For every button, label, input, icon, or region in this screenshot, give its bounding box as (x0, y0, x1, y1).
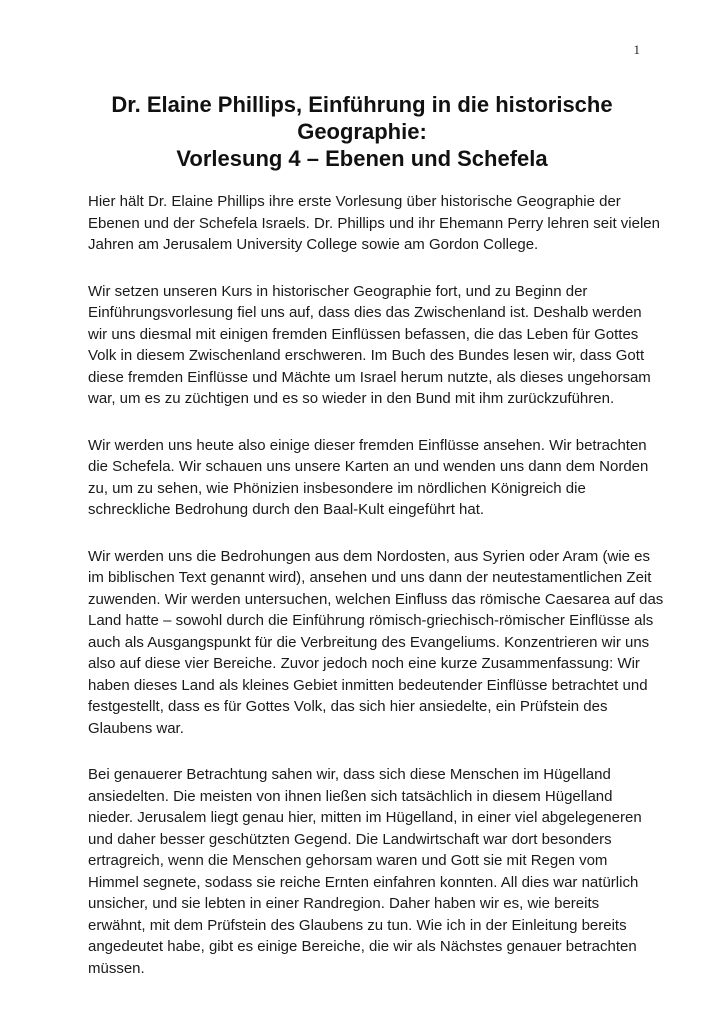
paragraph-course-context (88, 281, 651, 410)
text-line: nieder. Jerusalem liegt genau hier, mitten im Hügelland, in einer viel abgelegeneren (88, 809, 642, 826)
text-line: Wir werden uns die Bedrohungen aus dem Nordosten, aus Syrien oder Aram (wie es (88, 547, 650, 565)
text-line: also auf diese vier Bereiche. Zuvor jedoch noch eine kurze Zusammenfassung: Wir (88, 655, 640, 672)
paragraph-threats (88, 546, 664, 740)
text-line: und daher besser geschützten Gegend. Die Landwirtschaft war dort besonders (88, 830, 612, 848)
page-number: 1 (633, 42, 640, 57)
text-line: haben dieses Land als kleines Gebiet inmitten bedeutender Einflüsse betrachtet und (88, 676, 648, 694)
text-line: die Schefela. Wir schauen uns unsere Karten an und wenden uns dann dem Norden (88, 458, 649, 475)
text-line: Bei genauerer Betrachtung sahen wir, dass sich diese Menschen im Hügelland (88, 766, 611, 783)
text-line: zuwenden. Wir werden untersuchen, welchen Einfluss das römische Caesarea auf das (88, 590, 664, 608)
text-line: unsicher, und sie lebten in einer Randregion. Daher haben wir es, wie bereits (88, 895, 600, 912)
text-line: Wir werden uns heute also einige dieser fremden Einflüsse ansehen. Wir betrachten (88, 436, 647, 454)
text-line: müssen. (88, 959, 145, 977)
title-line: Geographie: (297, 119, 427, 144)
text-line: Ebenen und der Schefela Israels. Dr. Phillips und ihr Ehemann Perry lehren seit vielen (88, 214, 660, 232)
text-line: Jahren am Jerusalem University College sowie am Gordon College. (88, 236, 539, 253)
text-line: Hier hält Dr. Elaine Phillips ihre erste Vorlesung über historische Geographie der (88, 193, 621, 210)
text-line: im biblischen Text genannt wird), ansehen und uns dann der neutestamentlichen Zeit (88, 569, 652, 586)
text-line: Volk in diesem Zwischenland erschweren. Im Buch des Bundes lesen wir, dass Gott (88, 347, 645, 364)
paragraph-intro (88, 191, 660, 256)
text-line: Land hatte – sowohl durch die Einführung römisch-griechisch-römischer Einflüsse als (88, 612, 654, 629)
text-line: diese fremden Einflüsse und Mächte um Israel herum nutzte, als dieses ungehorsam (88, 368, 651, 386)
title-line: Vorlesung 4 – Ebenen und Schefela (176, 146, 548, 171)
document-title (60, 91, 664, 172)
text-line: wir uns diesmal mit einigen fremden Einflüssen befassen, die das Leben für Gottes (88, 325, 639, 343)
text-line: Einführungsvorlesung fiel uns auf, dass dies das Zwischenland ist. Deshalb werden (88, 304, 642, 321)
text-line: zu, um zu sehen, wie Phönizien insbesondere im nördlichen Königreich die (88, 479, 586, 497)
text-line: ansiedelten. Die meisten von ihnen ließen sich tatsächlich in diesem Hügelland (88, 787, 613, 805)
text-line: ertragreich, wenn die Menschen gehorsam waren und Gott sie mit Regen vom (88, 852, 608, 869)
title-line: Dr. Elaine Phillips, Einführung in die historische (111, 92, 613, 117)
text-line: Wir setzen unseren Kurs in historischer Geographie fort, und zu Beginn der (88, 282, 588, 300)
text-line: festgestellt, dass es für Gottes Volk, das sich hier ansiedelte, ein Prüfstein des (88, 698, 608, 715)
paragraph-schefela (88, 435, 648, 521)
text-line: Glaubens war. (88, 719, 184, 737)
text-line: war, um es zu züchtigen und es so wieder in den Bund mit ihm zurückzuführen. (88, 390, 615, 407)
text-line: erwähnt, mit dem Prüfstein des Glaubens zu tun. Wie ich in der Einleitung bereits (88, 916, 627, 934)
text-line: auch als Ausgangspunkt für die Verbreitung des Evangeliums. Konzentrieren wir uns (88, 633, 650, 651)
text-line: Himmel segnete, sodass sie reiche Ernten einfahren konnten. All dies war natürlich (88, 873, 639, 891)
text-line: schreckliche Bedrohung durch den Baal-Kult eingeführt hat. (88, 501, 485, 518)
paragraph-hill-country (88, 764, 648, 979)
document-body (88, 191, 664, 1004)
text-line: angedeutet habe, gibt es einige Bereiche, die wir als Nächstes genauer betrachten (88, 938, 637, 955)
